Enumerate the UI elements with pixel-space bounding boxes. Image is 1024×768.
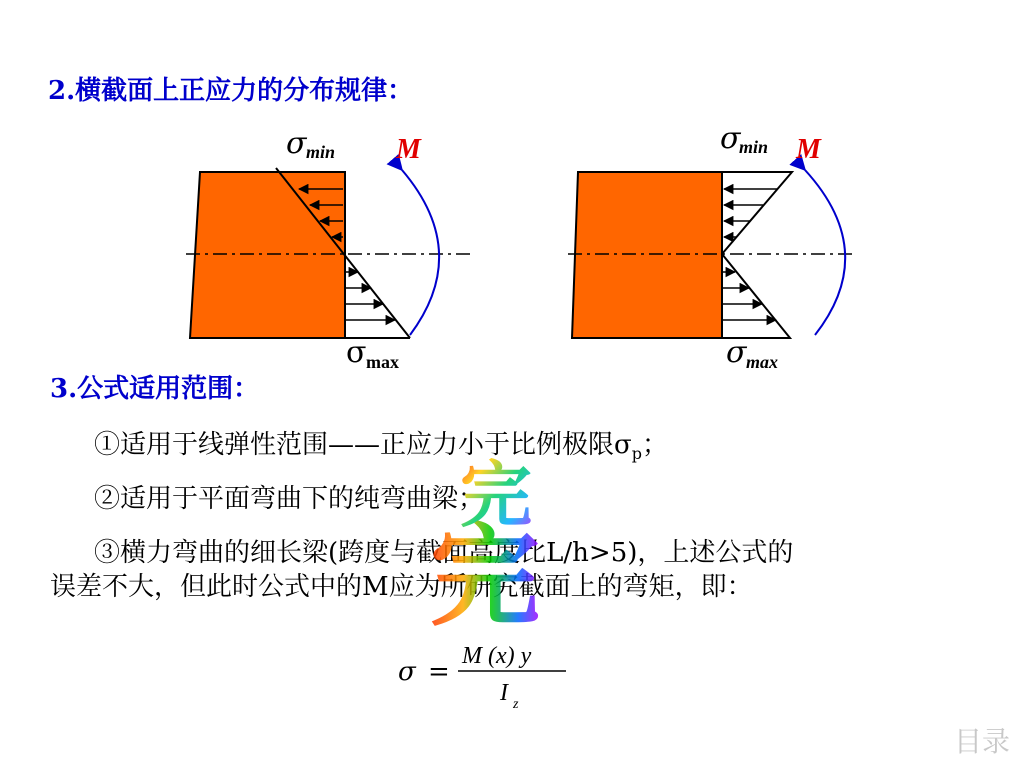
left-moment-arc (402, 170, 439, 335)
right-compression-arrows (724, 189, 777, 237)
heading-distribution: 2.横截面上正应力的分布规律： (48, 76, 414, 106)
bending-stress-formula (398, 643, 566, 712)
heading-scope: 3.公式适用范围： (50, 374, 260, 404)
watermark-top-glyph: 完 (460, 453, 533, 537)
watermark-graphic (420, 440, 620, 640)
right-sigma-min-sub: min (739, 137, 769, 157)
watermark-bottom-glyph: 完 (430, 513, 540, 640)
right-stress-line (722, 172, 792, 338)
left-sigma-max-sub: max (366, 352, 399, 372)
right-sigma-min-symbol: σ (720, 121, 741, 156)
right-diagram (568, 121, 852, 372)
formula-equals: = (428, 657, 450, 687)
scope-item-3: ③横力弯曲的细长梁(跨度与截面高度比L/h>5)，上述公式的 (94, 538, 794, 568)
scope-item-1-text: ①适用于线弹性范围——正应力小于比例极限σ (94, 430, 632, 460)
scope-item-3-continued: 误差不大，但此时公式中的M应为所研究截面上的弯矩，即： (50, 572, 753, 602)
formula-denominator-sub: z (513, 697, 519, 712)
left-sigma-min-sub: min (306, 142, 336, 162)
formula-denominator: I (500, 680, 508, 706)
formula-numerator: M (x) y (462, 643, 532, 669)
right-moment-label: M (796, 134, 821, 165)
left-diagram (186, 126, 475, 372)
left-moment-label: M (396, 134, 421, 165)
left-tension-arrows (346, 272, 395, 320)
right-moment-arc (805, 170, 845, 335)
left-cross-section (190, 172, 345, 338)
left-sigma-max-symbol: σ (346, 335, 367, 370)
left-sigma-min-symbol: σ (286, 126, 307, 161)
right-sigma-max-symbol: σ (726, 335, 747, 370)
right-sigma-max-sub: max (746, 352, 779, 372)
scope-item-1-tail: ； (642, 430, 669, 460)
right-cross-section (572, 172, 722, 338)
right-tension-arrows (723, 272, 776, 320)
scope-item-1-sub: p (631, 444, 642, 464)
table-of-contents-link[interactable]: 目录 (953, 725, 1010, 758)
scope-item-2: ②适用于平面弯曲下的纯弯曲梁； (94, 484, 485, 514)
formula-lhs: σ (398, 657, 416, 687)
